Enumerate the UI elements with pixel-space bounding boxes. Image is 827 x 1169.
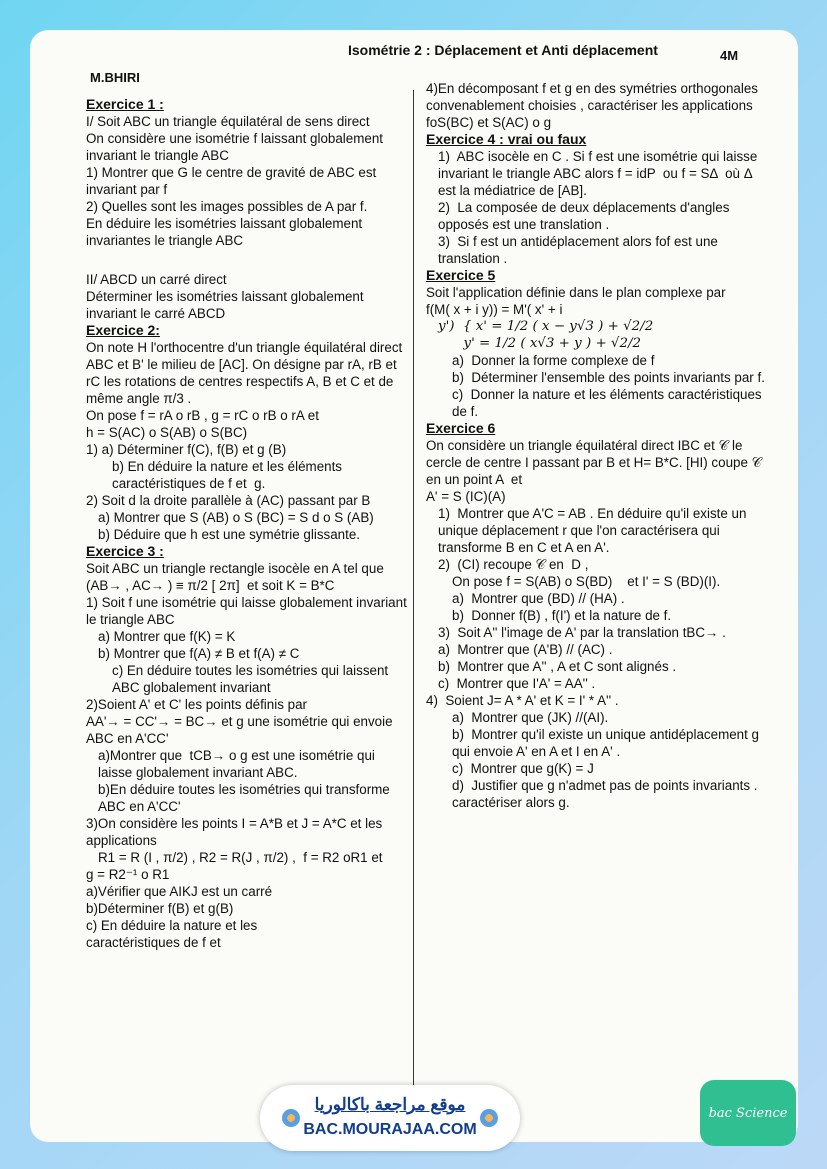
text-line: A' = S (IC)(A)	[426, 489, 506, 504]
text-line: 4)En décomposant f et g en des symétries orthogonales convenablement choisies , caractériser les applications foS(BC) et S(AC) o g	[426, 81, 762, 130]
spacer	[86, 249, 411, 271]
site-banner[interactable]	[260, 1085, 520, 1151]
exercise-heading: Exercice 6	[426, 420, 496, 436]
question-item: 1) ABC isocèle en C . Si f est une isométrie qui laisse invariant le triangle ABC alors f = idP ou f = SΔ où Δ est la médiatrice de [AB].	[438, 149, 762, 198]
question-item: b) Montrer que A'' , A et C sont alignés .	[438, 659, 677, 674]
question-subitem: c) Donner la nature et les éléments caractéristiques de f.	[452, 387, 766, 419]
math-formula: y' = 1/2 ( x√3 + y ) + √2/2	[438, 336, 642, 351]
question-item: c) Montrer que I'A' = AA'' .	[438, 676, 596, 691]
page-title: Isométrie 2 : Déplacement et Anti déplacement	[348, 42, 658, 58]
text-line: c) En déduire la nature et les	[86, 918, 258, 933]
bac-science-badge: bac Science	[700, 1080, 796, 1146]
question-subitem: b) Donner f(B) , f(I') et la nature de f.	[452, 608, 672, 623]
math-formula: y') { x' = 1/2 ( x − y√3 ) + √2/2	[438, 319, 654, 334]
question-item: 1) Montrer que A'C = AB . En déduire qu'il existe un unique déplacement r que l'on caractérisera qui transforme B en C et A en A'.	[438, 506, 751, 555]
question-item: a)Montrer que tCB→ o g est une isométrie qui laisse globalement invariant ABC.	[98, 748, 379, 780]
text-line: 4) Soient J= A * A' et K = I' * A'' .	[426, 693, 619, 708]
question-subitem: b) En déduire la nature et les éléments caractéristiques de f et g.	[112, 459, 346, 491]
text-line: Déterminer les isométries laissant globalement invariant le carré ABCD	[86, 289, 368, 321]
left-column	[86, 96, 411, 951]
text-line: 1) Montrer que G le centre de gravité de ABC est invariant par f	[86, 165, 381, 197]
text-line: II/ ABCD un carré direct	[86, 272, 227, 287]
text-line: On pose f = rA o rB , g = rC o rB o rA et	[86, 408, 319, 423]
text-line: I/ Soit ABC un triangle équilatéral de sens direct	[86, 114, 370, 129]
right-column	[426, 80, 766, 811]
document-page	[30, 30, 798, 1142]
exercise-heading: Exercice 4 : vrai ou faux	[426, 131, 587, 147]
question-item: b)En déduire toutes les isométries qui transforme ABC en A'CC'	[98, 782, 393, 814]
question-item: a) Montrer que f(K) = K	[98, 629, 236, 644]
text-line: h = S(AC) o S(AB) o S(BC)	[86, 425, 248, 440]
text-line: 1) a) Déterminer f(C), f(B) et g (B)	[86, 442, 287, 457]
text-line: f(M( x + i y)) = M'( x' + i	[426, 302, 563, 317]
question-subitem: On pose f = S(AB) o S(BD) et I' = S (BD)(I).	[452, 574, 721, 589]
text-line: AA'→ = CC'→ = BC→ et g une isométrie qui envoie ABC en A'CC'	[86, 714, 396, 746]
text-line: 3)On considère les points I = A*B et J = A*C et les applications	[86, 816, 386, 848]
column-divider	[413, 90, 414, 1100]
question-subitem: b) Déterminer l'ensemble des points invariants par f.	[452, 370, 765, 385]
question-item: 3) Soit A'' l'image de A' par la translation tBC→ .	[438, 625, 726, 640]
exercise-heading: Exercice 2:	[86, 322, 160, 338]
question-item: b) Déduire que h est une symétrie glissante.	[98, 527, 361, 542]
text-line: 2) Quelles sont les images possibles de A par f.	[86, 199, 368, 214]
exercise-heading: Exercice 1 :	[86, 96, 164, 112]
question-subitem: a) Donner la forme complexe de f	[452, 353, 655, 368]
question-item: b) Montrer que f(A) ≠ B et f(A) ≠ C	[98, 646, 300, 661]
question-subitem: c) En déduire toutes les isométries qui laissent ABC globalement invariant	[112, 663, 392, 695]
question-item: a) Montrer que S (AB) o S (BC) = S d o S (AB)	[98, 510, 374, 525]
author-name: M.BHIRI	[90, 70, 140, 85]
question-subitem: a) Montrer que (JK) //(AI).	[452, 710, 609, 725]
question-item: R1 = R (I , π/2) , R2 = R(J , π/2) , f = R2 oR1 et	[98, 850, 383, 865]
site-url[interactable]: BAC.MOURAJAA.COM	[303, 1121, 477, 1138]
text-line: Soit ABC un triangle rectangle isocèle en A tel que (AB→ , AC→ ) ≡ π/2 [ 2π] et soit K = B*C	[86, 561, 388, 593]
text-line: On note H l'orthocentre d'un triangle équilatéral direct ABC et B' le milieu de [AC]. On désigne par rA, rB et rC les rotations de centres respectifs A, B et C et de même angle π/3 .	[86, 340, 406, 406]
text-line: 2) Soit d la droite parallèle à (AC) passant par B	[86, 493, 371, 508]
question-subitem: a) Montrer que (BD) // (HA) .	[452, 591, 625, 606]
level-label: 4M	[720, 48, 739, 63]
exercise-heading: Exercice 5	[426, 267, 496, 283]
text-line: Soit l'application définie dans le plan complexe par	[426, 285, 726, 300]
text-line: caractéristiques de f et	[86, 935, 221, 950]
question-item: a) Montrer que (A'B) // (AC) .	[438, 642, 613, 657]
question-subitem: d) Justifier que g n'admet pas de points invariants . caractériser alors g.	[452, 778, 762, 810]
exercise-heading: Exercice 3 :	[86, 543, 164, 559]
text-line: a)Vérifier que AIKJ est un carré	[86, 884, 273, 899]
question-item: 2) (CI) recoupe 𝒞 en D ,	[438, 557, 589, 572]
text-line: En déduire les isométries laissant globalement invariantes le triangle ABC	[86, 216, 366, 248]
text-line: b)Déterminer f(B) et g(B)	[86, 901, 234, 916]
question-subitem: b) Montrer qu'il existe un unique antidéplacement g qui envoie A' en A et I en A' .	[452, 727, 763, 759]
site-name-arabic[interactable]: موقع مراجعة باكالوريا	[314, 1095, 466, 1114]
text-line: On considère une isométrie f laissant globalement invariant le triangle ABC	[86, 131, 387, 163]
question-item: 2) La composée de deux déplacements d'angles opposés est une translation .	[438, 200, 734, 232]
text-line: 1) Soit f une isométrie qui laisse globalement invariant le triangle ABC	[86, 595, 411, 627]
text-line: 2)Soient A' et C' les points définis par	[86, 697, 307, 712]
text-line: On considère un triangle équilatéral direct IBC et 𝒞 le cercle de centre I passant par B et H= B*C. [HI) coupe 𝒞 en un point A et	[426, 438, 766, 487]
question-subitem: c) Montrer que g(K) = J	[452, 761, 594, 776]
text-line: g = R2⁻¹ o R1	[86, 867, 170, 882]
question-item: 3) Si f est un antidéplacement alors fof est une translation .	[438, 234, 722, 266]
